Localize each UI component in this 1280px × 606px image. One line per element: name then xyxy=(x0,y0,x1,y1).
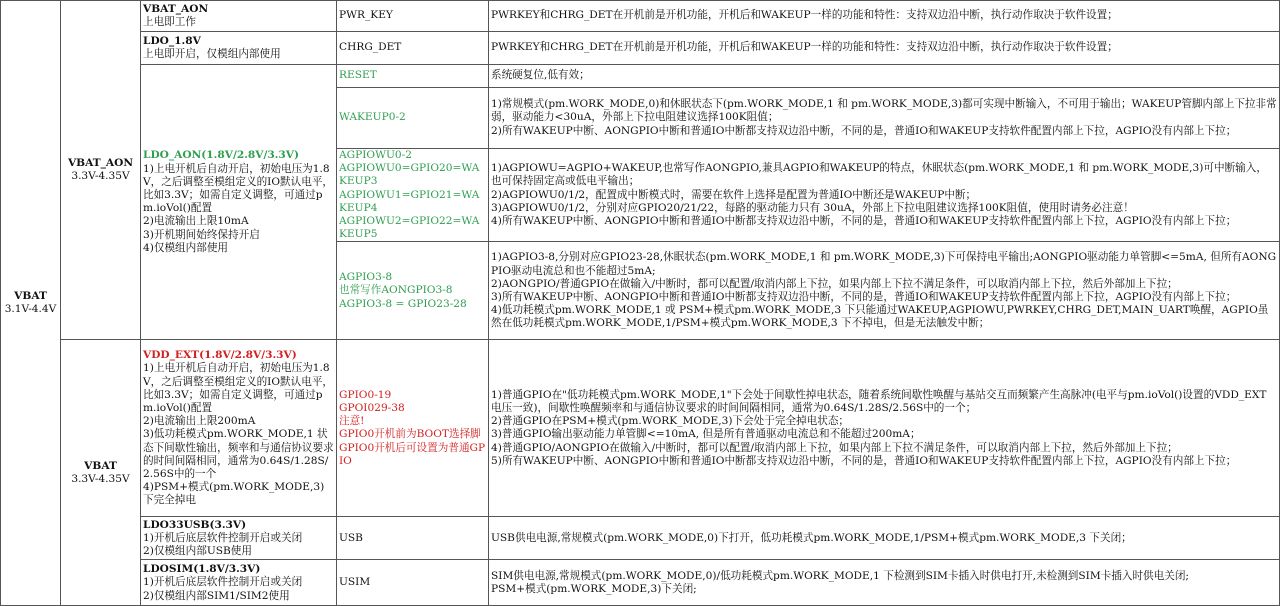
desc-line: 2)所有WAKEUP中断、AONGPIO中断和普通IO中断都支持双边沿中断，不同的是，普通IO和WAKEUP支持软件配置内部上下拉，AGPIO没有内部上下拉； xyxy=(491,124,1237,137)
signal-name: AGPIO3-8 xyxy=(339,271,393,284)
table-row xyxy=(1,560,1280,606)
group-range: 3.3V-4.35V xyxy=(71,472,130,485)
desc-line: 5)所有WAKEUP中断、AONGPIO中断和普通IO中断都支持双边沿中断，不同的是，普通IO和WAKEUP支持软件配置内部上下拉，AGPIO没有内部上下拉； xyxy=(491,454,1237,467)
desc-line: PSM+模式(pm.WORK_MODE,3)下关闭; xyxy=(491,582,697,595)
signal-cell xyxy=(337,32,489,65)
rail-line: 1)开机后底层软件控制开启或关闭 xyxy=(143,576,303,589)
rail-line: 4)仅模组内部使用 xyxy=(143,241,229,254)
rail-line: 1)上电开机后自动开启，初始电压为1.8V，之后调整至模组定义的IO默认电平，比如3.3V；如需自定义调整，可通过pm.ioVol()配置 xyxy=(143,162,334,215)
group-range: 3.3V-4.35V xyxy=(71,170,130,183)
rail-line: 1)开机后底层软件控制开启或关闭 xyxy=(143,531,303,544)
table-row xyxy=(1,32,1280,65)
group-vbat-cell xyxy=(61,340,141,606)
signal-name: AGPIO3-8 = GPIO23-28 xyxy=(339,297,467,310)
signal-cell xyxy=(337,149,489,242)
rail-title: LDO_1.8V xyxy=(143,34,201,47)
group-name: VBAT_AON xyxy=(67,157,134,169)
signal-name: AGPIOWU2=GPIO22=WAKEUP5 xyxy=(339,215,480,241)
desc-line: 4)普通GPIO/AONGPIO在做输入/中断时，都可以配置/取消内部上下拉，如果内部上下拉不满足条件，可以取消内部上下拉，然后外部加上下拉； xyxy=(491,441,1178,454)
rail-ldosim xyxy=(141,560,337,606)
desc-line: 3)AGPIOWU0/1/2，分别对应GPIO20/21/22，每路的驱动能力只有 30uA，外部上下拉电阻建议选择100K阻值，使用时请务必注意！ xyxy=(491,201,1134,214)
desc-line: 1)AGPIO3-8,分别对应GPIO23-28,休眠状态(pm.WORK_MODE,1 和 pm.WORK_MODE,3)下可保持电平输出;AONGPIO驱动能力单管脚<=5mA, 但所有AONGPIO驱动电流总和也不能超过5mA; xyxy=(491,251,1277,277)
table-row xyxy=(1,1,1280,32)
signal-cell xyxy=(337,65,489,88)
rail-title: LDOSIM(1.8V/3.3V) xyxy=(143,563,261,576)
rail-line: 1)上电开机后自动开启，初始电压为1.8V，之后调整至模组定义的IO默认电平，比如3.3V；如需自定义调整，可通过pm.ioVol()配置 xyxy=(143,362,334,415)
desc-line: 3)所有WAKEUP中断、AONGPIO中断和普通IO中断都支持双边沿中断，不同的是，普通IO和WAKEUP支持软件配置内部上下拉，AGPIO没有内部上下拉； xyxy=(491,290,1237,303)
table-row xyxy=(1,340,1280,517)
table-row xyxy=(1,517,1280,560)
desc-line: 3)普通GPIO输出驱动能力单管脚<=10mA, 但是所有普通驱动电流总和不能超过200mA； xyxy=(491,428,921,441)
signal-cell xyxy=(337,340,489,517)
signal-cell xyxy=(337,88,489,149)
rail-title: VDD_EXT(1.8V/2.8V/3.3V) xyxy=(143,349,297,362)
rail-title: VBAT_AON xyxy=(143,2,209,15)
signal-name: 注意! xyxy=(339,415,365,428)
rail-line: 2)仅模组内部SIM1/SIM2使用 xyxy=(143,589,290,602)
desc-line: PWRKEY和CHRG_DET在开机前是开机功能，开机后和WAKEUP一样的功能和特性：支持双边沿中断，执行动作取决于软件设置； xyxy=(491,9,1118,22)
desc-cell xyxy=(489,149,1280,242)
desc-line: 4)低功耗模式pm.WORK_MODE,1 或 PSM+模式pm.WORK_MODE,3 下只能通过WAKEUP,AGPIOWU,PWRKEY,CHRG_DET,MAIN_UART唤醒，AGPIO虽然在低功耗模式pm.WORK_MODE,1/PSM+模式pm.WORK_MODE,3 下不掉电，但是无法触发中断； xyxy=(491,304,1269,330)
signal-name: PWR_KEY xyxy=(339,9,393,22)
rail-ldo33usb xyxy=(141,517,337,560)
signal-name: CHRG_DET xyxy=(339,41,402,54)
signal-cell xyxy=(337,560,489,606)
rail-ldo-aon xyxy=(141,65,337,340)
desc-cell xyxy=(489,32,1280,65)
desc-line: SIM供电电源,常规模式(pm.WORK_MODE,0)/低功耗模式pm.WORK_MODE,1 下检测到SIM卡插入时供电打开,未检测到SIM卡插入时供电关闭; xyxy=(491,569,1189,582)
rail-line: 2)电流输出上限200mA xyxy=(143,415,256,428)
signal-cell xyxy=(337,242,489,340)
desc-line: 系统硬复位,低有效； xyxy=(491,69,590,82)
rail-ldo18 xyxy=(141,32,337,65)
desc-cell xyxy=(489,242,1280,340)
desc-cell xyxy=(489,1,1280,32)
rail-vdd-ext xyxy=(141,340,337,517)
signal-name: WAKEUP0-2 xyxy=(339,111,406,124)
signal-name: GPOI029-38 xyxy=(339,402,405,415)
signal-name: USIM xyxy=(339,576,371,589)
desc-line: 2)AGPIOWU0/1/2，配置成中断模式时，需要在软件上选择是配置为普通IO中断还是WAKEUP中断； xyxy=(491,188,977,201)
signal-cell xyxy=(337,517,489,560)
desc-line: 4)所有WAKEUP中断、AONGPIO中断和普通IO中断都支持双边沿中断，不同的是，普通IO和WAKEUP支持软件配置内部上下拉，AGPIO没有内部上下拉； xyxy=(491,215,1237,228)
desc-line: USB供电电源,常规模式(pm.WORK_MODE,0)下打开，低功耗模式pm.WORK_MODE,1/PSM+模式pm.WORK_MODE,3 下关闭； xyxy=(491,531,1132,544)
rail-line: 3)低功耗模式pm.WORK_MODE,1 状态下间歇性输出，频率和与通信协议要求的时间间隔相同，通常为0.64S/1.28S/2.56S中的一个 xyxy=(143,428,334,481)
vbat-range: 3.1V-4.4V xyxy=(4,303,57,316)
desc-cell xyxy=(489,65,1280,88)
desc-line: 2)AONGPIO/普通GPIO在做输入/中断时，都可以配置/取消内部上下拉，如果内部上下拉不满足条件，可以取消内部上下拉，然后外部加上下拉； xyxy=(491,277,1178,290)
signal-name: AGPIOWU0=GPIO20=WAKEUP3 xyxy=(339,162,480,188)
desc-cell xyxy=(489,88,1280,149)
vbat-cell xyxy=(1,1,61,606)
rail-line: 2)电流输出上限10mA xyxy=(143,215,249,228)
desc-line: 1)普通GPIO在"低功耗模式pm.WORK_MODE,1"下会处于间歇性掉电状态，随着系统间歇性唤醒与基站交互而频繁产生高脉冲(电平与pm.ioVol()设置的VDD_EXT电压一致)，间歇性唤醒频率和与通信协议要求的时间间隔相同，通常为0.64S/1.28S/2.56S中的一个； xyxy=(491,388,1267,415)
desc-cell xyxy=(489,517,1280,560)
signal-name: GPIO0-19 xyxy=(339,388,392,401)
rail-line: 4)PSM+模式(pm.WORK_MODE,3)下完全掉电 xyxy=(143,481,325,507)
rail-line: 2)仅模组内部USB使用 xyxy=(143,545,252,558)
rail-title: LDO_AON(1.8V/2.8V/3.3V) xyxy=(143,149,300,162)
signal-name: RESET xyxy=(339,69,377,82)
rail-line: 3)开机期间始终保持开启 xyxy=(143,228,260,241)
table-row xyxy=(1,65,1280,88)
desc-cell xyxy=(489,340,1280,517)
rail-line: 上电即开启，仅模组内部使用 xyxy=(143,48,281,60)
signal-name: GPIO0开机前为BOOT选择脚 xyxy=(339,428,481,441)
rail-line: 上电即工作 xyxy=(143,16,196,28)
rail-title: LDO33USB(3.3V) xyxy=(143,518,247,531)
rail-vbat-aon xyxy=(141,1,337,32)
signal-name: USB xyxy=(339,531,363,544)
desc-cell xyxy=(489,560,1280,606)
desc-line: 2)普通GPIO在PSM+模式(pm.WORK_MODE,3)下会处于完全掉电状态； xyxy=(491,415,850,428)
signal-name: 也常写作AONGPIO3-8 xyxy=(339,284,453,297)
signal-cell xyxy=(337,1,489,32)
signal-name: AGPIOWU1=GPIO21=WAKEUP4 xyxy=(339,188,480,214)
signal-name: AGPIOWU0-2 xyxy=(339,149,412,161)
desc-line: 1)常规模式(pm.WORK_MODE,0)和休眠状态下(pm.WORK_MODE,1 和 pm.WORK_MODE,3)都可实现中断输入，不可用于输出；WAKEUP管脚内部上下拉非常弱，驱动能力<30uA，外部上下拉电阻建议选择100K阻值； xyxy=(491,98,1277,124)
desc-line: PWRKEY和CHRG_DET在开机前是开机功能，开机后和WAKEUP一样的功能和特性：支持双边沿中断，执行动作取决于软件设置； xyxy=(491,41,1118,54)
group-name: VBAT xyxy=(84,459,117,472)
desc-line: 1)AGPIOWU=AGPIO+WAKEUP,也常写作AONGPIO,兼具AGPIO和WAKEUP的特点，休眠状态(pm.WORK_MODE,1 和 pm.WORK_MODE,3)可中断输入，也可保持固定高或低电平输出； xyxy=(491,162,1267,188)
vbat-name: VBAT xyxy=(14,290,47,302)
group-vbat-aon-cell xyxy=(61,1,141,340)
signal-name: GPIO0开机后可设置为普通GPIO xyxy=(339,441,486,467)
